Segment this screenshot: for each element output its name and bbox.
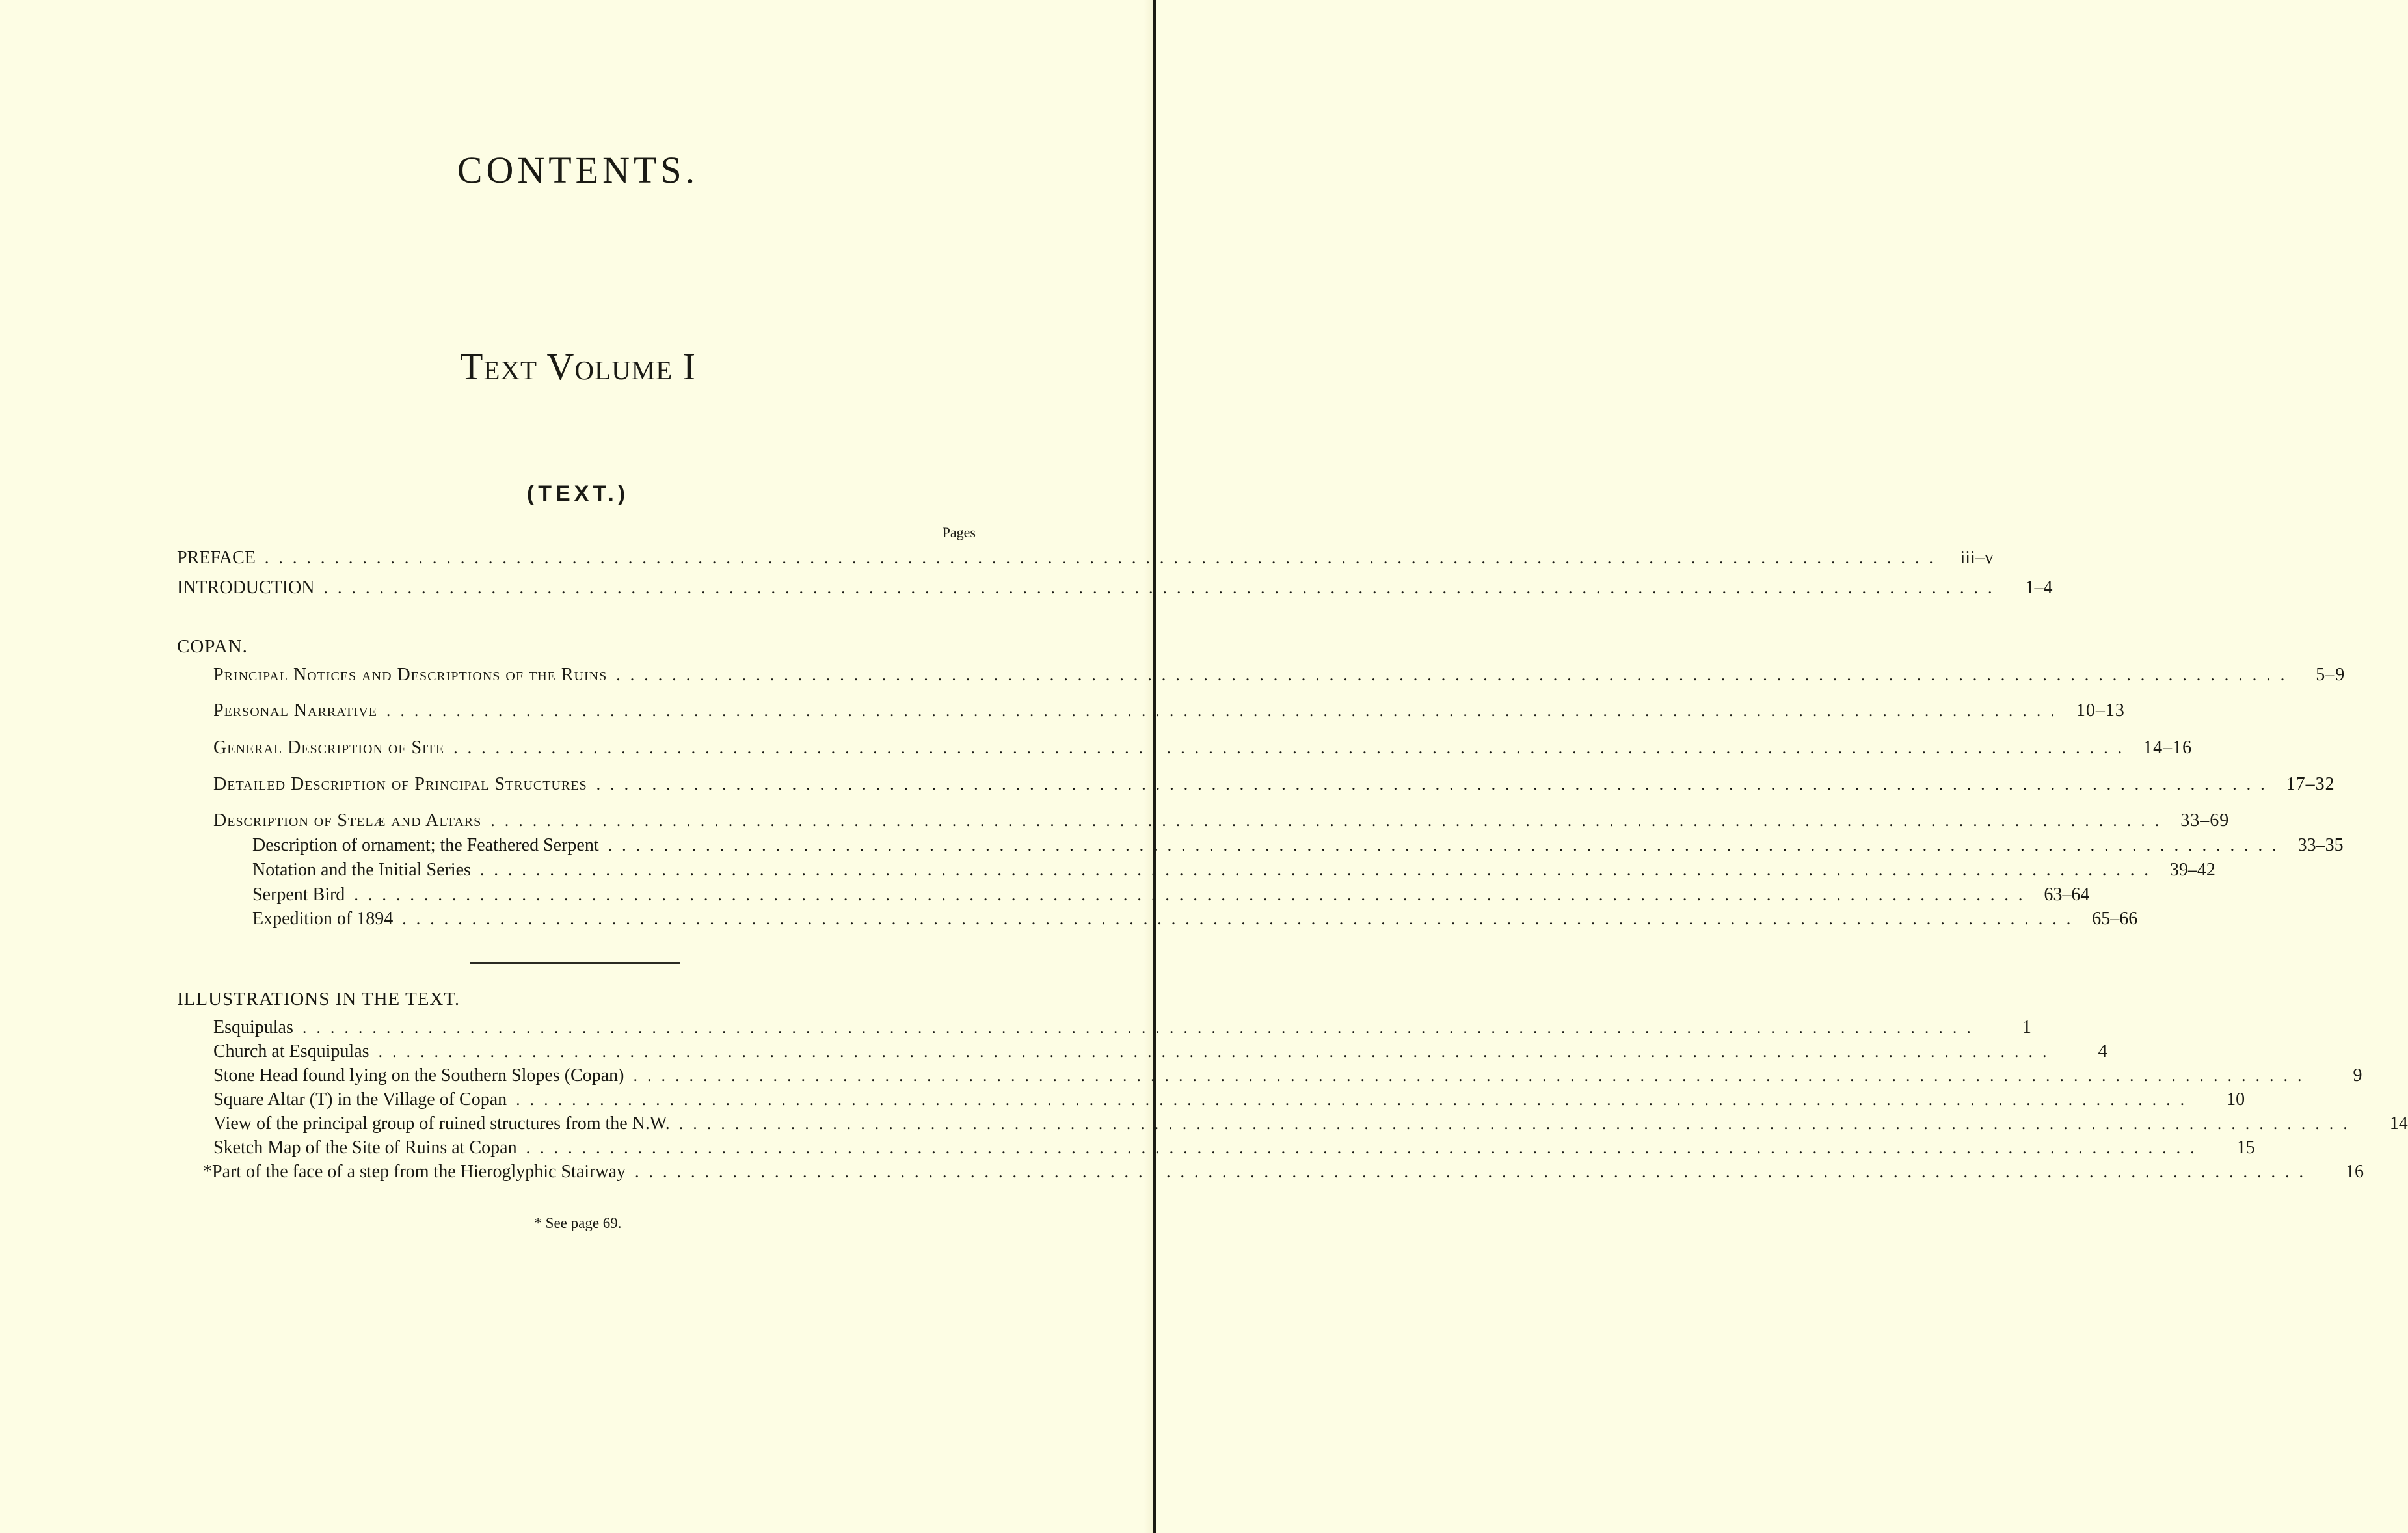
illustration-row[interactable] <box>213 1113 2408 1140</box>
toc-label: Esquipulas <box>213 1017 293 1037</box>
toc-pages: 1–4 <box>2025 578 2053 598</box>
toc-pages: 5–9 <box>2316 665 2346 685</box>
toc-subrow-notation[interactable] <box>252 860 2215 886</box>
toc-subrow-serpent-bird[interactable] <box>252 885 2090 911</box>
toc-pages: 14 <box>2389 1113 2408 1134</box>
toc-pages: 16 <box>2346 1162 2364 1182</box>
toc-row-personal-narrative[interactable] <box>213 700 2125 727</box>
toc-subrow-expedition[interactable] <box>252 909 2138 935</box>
toc-pages: 63–64 <box>2044 885 2090 905</box>
toc-label: Principal Notices and Descriptions of the Ruins <box>213 665 608 685</box>
dot-leader: ........................................................................................................................ <box>596 775 2275 793</box>
copan-section-title: COPAN. <box>177 636 248 657</box>
section-label: (TEXT.) <box>526 481 630 506</box>
toc-label: *Part of the face of a step from the Hieroglyphic Stairway <box>203 1162 626 1182</box>
dot-leader: ........................................................................................................................ <box>386 701 2065 720</box>
section-divider <box>470 962 680 964</box>
toc-pages: 65–66 <box>2092 909 2138 929</box>
toc-pages: 39–42 <box>2169 860 2215 880</box>
toc-label: Description of ornament; the Feathered Serpent <box>252 835 599 855</box>
dot-leader: ........................................................................................................................ <box>402 909 2081 928</box>
illustrations-section-title: ILLUSTRATIONS IN THE TEXT. <box>177 989 461 1009</box>
pages-column-label: Pages <box>942 524 976 540</box>
toc-row-general-description[interactable] <box>213 738 2193 764</box>
toc-pages: 10 <box>2227 1089 2245 1110</box>
toc-pages: 33–35 <box>2297 835 2344 855</box>
toc-pages: 15 <box>2236 1138 2255 1158</box>
book-spine-edge <box>1153 0 1156 1533</box>
footnote: * See page 69. <box>534 1215 622 1231</box>
toc-label: PREFACE <box>177 548 256 568</box>
toc-subrow-ornament[interactable] <box>252 835 2344 861</box>
toc-pages: 14–16 <box>2143 738 2193 758</box>
toc-label: Stone Head found lying on the Southern Slopes (Copan) <box>213 1065 624 1086</box>
dot-leader: ........................................................................................................................ <box>633 1066 2312 1085</box>
toc-label: Square Altar (T) in the Village of Copan <box>213 1089 507 1110</box>
toc-row-stelae-altars[interactable] <box>213 810 2230 836</box>
illustration-row[interactable] <box>213 1138 2255 1164</box>
dot-leader: ........................................................................................................................ <box>526 1138 2204 1157</box>
toc-pages: 10–13 <box>2076 700 2125 721</box>
toc-label: INTRODUCTION <box>177 578 315 598</box>
toc-pages: 1 <box>2022 1017 2031 1037</box>
illustration-row[interactable] <box>213 1089 2245 1115</box>
toc-label: Description of Stelæ and Altars <box>213 810 482 831</box>
toc-label: General Description of Site <box>213 738 445 758</box>
toc-row-detailed-description[interactable] <box>213 774 2335 800</box>
toc-label: Sketch Map of the Site of Ruins at Copan <box>213 1138 517 1158</box>
dot-leader: ........................................................................................................................ <box>608 836 2286 855</box>
dot-leader: ........................................................................................................................ <box>479 860 2158 879</box>
toc-label: Detailed Description of Principal Structures <box>213 774 587 794</box>
toc-pages: 17–32 <box>2286 774 2335 794</box>
dot-leader: ........................................................................................................................ <box>490 811 2169 830</box>
dot-leader: ........................................................................................................................ <box>302 1018 1981 1037</box>
illustration-row[interactable] <box>213 1041 2107 1067</box>
illustration-row[interactable] <box>203 1162 2364 1188</box>
volume-heading: Text Volume I <box>459 345 697 388</box>
illustration-row[interactable] <box>213 1017 2031 1043</box>
page-edge <box>1144 0 1153 1533</box>
dot-leader: ........................................................................................................................ <box>264 548 1943 567</box>
toc-label: Serpent Bird <box>252 885 345 905</box>
dot-leader: ........................................................................................................................ <box>616 665 2295 684</box>
toc-pages: 4 <box>2098 1041 2107 1061</box>
toc-pages: iii–v <box>1960 548 1994 568</box>
toc-pages: 33–69 <box>2180 810 2230 831</box>
toc-row-introduction[interactable] <box>177 578 2053 604</box>
toc-row-preface[interactable] <box>177 548 1994 574</box>
dot-leader: ........................................................................................................................ <box>635 1162 2314 1181</box>
dot-leader: ........................................................................................................................ <box>516 1090 2195 1109</box>
dot-leader: ........................................................................................................................ <box>354 885 2033 904</box>
toc-pages: 9 <box>2353 1065 2362 1086</box>
toc-row-principal-notices[interactable] <box>213 665 2346 691</box>
toc-label: Church at Esquipulas <box>213 1041 369 1061</box>
illustration-row[interactable] <box>213 1065 2362 1091</box>
dot-leader: ........................................................................................................................ <box>453 738 2132 757</box>
dot-leader: ........................................................................................................................ <box>678 1114 2357 1133</box>
toc-label: View of the principal group of ruined structures from the N.W. <box>213 1113 670 1134</box>
toc-label: Expedition of 1894 <box>252 909 394 929</box>
dot-leader: ........................................................................................................................ <box>378 1042 2057 1061</box>
toc-label: Personal Narrative <box>213 700 377 721</box>
page-title: CONTENTS. <box>457 149 699 191</box>
dot-leader: ........................................................................................................................ <box>323 578 2002 597</box>
toc-label: Notation and the Initial Series <box>252 860 471 880</box>
